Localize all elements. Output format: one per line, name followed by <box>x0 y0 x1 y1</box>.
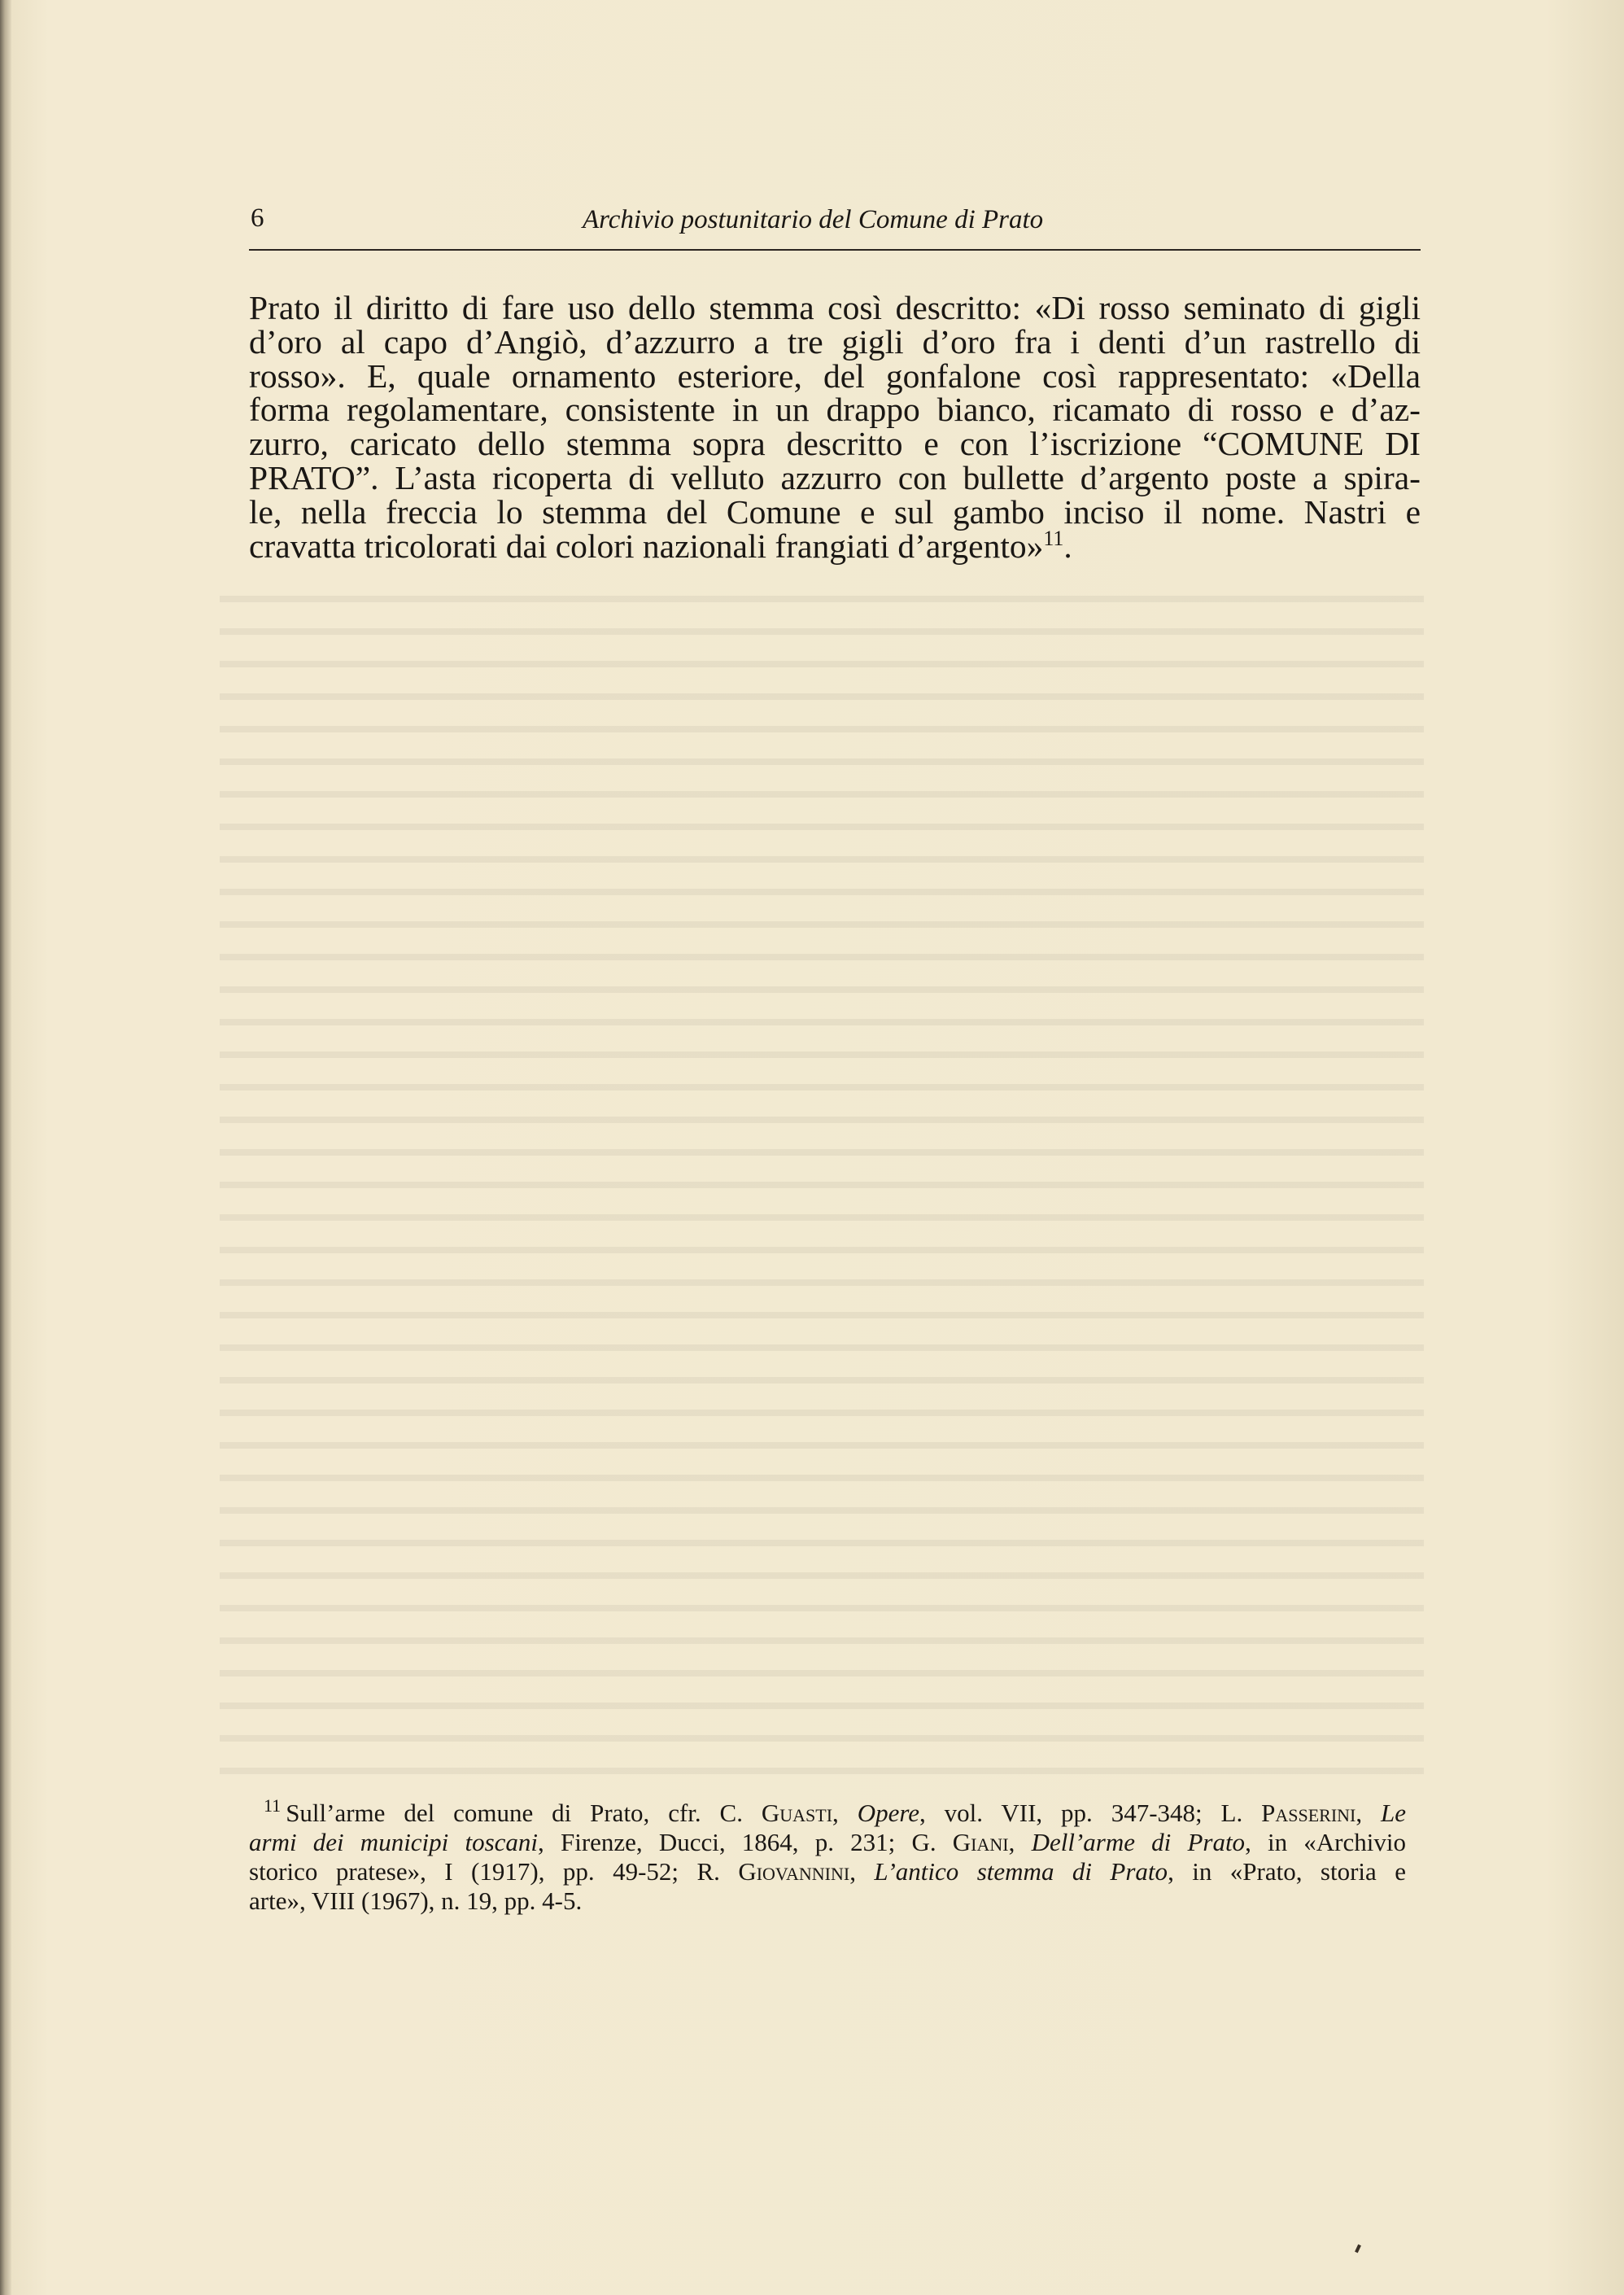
footnote-line <box>249 1828 1406 1857</box>
text-line: zurro, caricato dello stemma sopra descritto e con l’iscrizione “COMUNE DI <box>249 425 1421 463</box>
text-line: rosso». E, quale ornamento esteriore, del gonfalone così rappresentato: «Della <box>249 356 1421 395</box>
page-binding-edge <box>0 0 11 2295</box>
footnote-number: 11 <box>264 1795 282 1816</box>
text-line-last <box>249 526 1421 565</box>
footnote-text: , vol. VII, pp. 347-348; L. <box>919 1799 1262 1827</box>
last-line-text: cravatta tricolorati dai colori nazionali frangiati d’argento» <box>249 527 1044 565</box>
footnote-line <box>249 1795 1407 1828</box>
footnote-text: , <box>832 1799 858 1827</box>
title-armi-municipi: armi dei municipi toscani <box>249 1828 539 1856</box>
footnote-text: Sull’arme del comune di Prato, cfr. C. <box>286 1799 762 1827</box>
footnote-text: , Firenze, Ducci, 1864, p. 231; G. <box>538 1828 953 1856</box>
header-rule <box>249 249 1421 251</box>
running-title: Archivio postunitario del Comune di Prato <box>583 205 1044 234</box>
text-line: d’oro al capo d’Angiò, d’azzurro a tre gigli d’oro fra i denti d’un rastrello di <box>249 322 1421 361</box>
text-line: PRATO”. L’asta ricoperta di velluto azzurro con bullette d’argento poste a spira- <box>249 458 1421 496</box>
footnote-text: , in «Archivio <box>1245 1828 1406 1856</box>
text-line: le, nella freccia lo stemma del Comune e sul gambo inciso il nome. Nastri e <box>249 492 1421 531</box>
footnote-reference[interactable]: 11 <box>1043 526 1064 550</box>
text-line: Prato il diritto di fare uso dello stemma così descritto: «Di rosso seminato di gigli <box>249 289 1421 326</box>
last-line-end: . <box>1063 527 1072 565</box>
text-line: forma regolamentare, consistente in un drappo bianco, ricamato di rosso e d’az- <box>249 391 1421 429</box>
footnote-text: , <box>1356 1799 1382 1827</box>
footnote-line <box>249 1857 1406 1886</box>
body-paragraph <box>249 291 1421 563</box>
footnote-line: arte», VIII (1967), n. 19, pp. 4-5. <box>249 1886 583 1915</box>
title-opere: Opere <box>857 1799 920 1827</box>
title-dellarme: Dell’arme di Prato <box>1031 1828 1246 1856</box>
running-header <box>249 203 1421 252</box>
footnote-text: , in «Prato, storia e <box>1168 1857 1407 1886</box>
footnote-text: , <box>1008 1828 1032 1856</box>
footnote-text: , <box>849 1857 875 1886</box>
title-antico-stemma: L’antico stemma di Prato <box>874 1857 1168 1886</box>
title-le-armi-start: Le <box>1381 1799 1407 1827</box>
page-number: 6 <box>251 203 264 233</box>
author-giovannini: Giovannini <box>738 1857 850 1886</box>
show-through-texture <box>220 570 1424 1790</box>
author-passerini: Passerini <box>1261 1799 1356 1827</box>
footnote-text: storico pratese», I (1917), pp. 49-52; R. <box>249 1857 739 1886</box>
author-guasti: Guasti <box>761 1799 833 1827</box>
author-giani: Giani <box>952 1828 1009 1856</box>
footnote <box>249 1795 1407 1916</box>
